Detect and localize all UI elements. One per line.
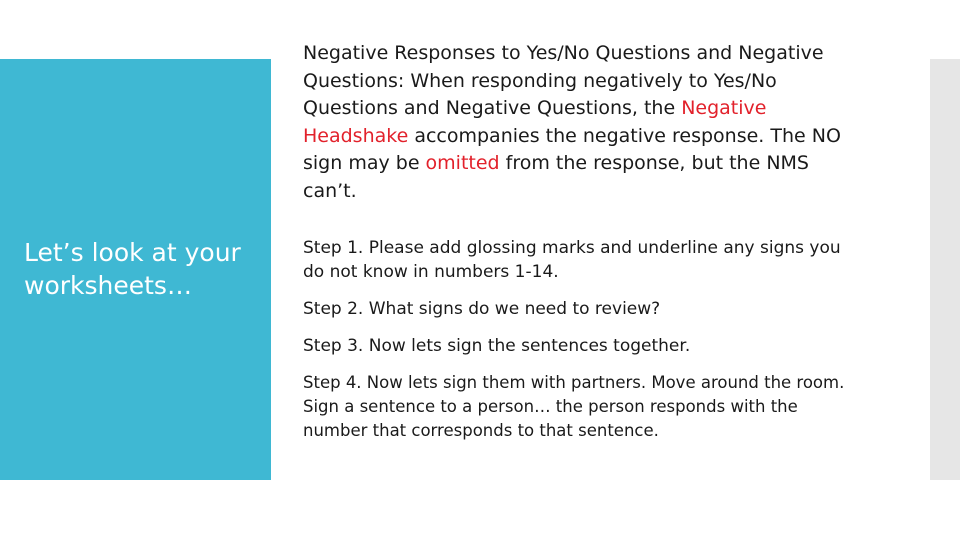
step-1: Step 1. Please add glossing marks and underline any signs you do not know in numbers 1-14. [303,238,841,282]
intro-text-3: from the response, but the NMS can’t. [303,152,809,202]
intro-text-2: accompanies the negative response. The NO sign may be [303,124,841,174]
slide-heading: Let’s look at your worksheets… [24,238,241,300]
step-3: Step 3. Now lets sign the sentences together. [303,336,691,356]
intro-highlight-omitted: omitted [425,152,500,174]
intro-text-1: Negative Responses to Yes/No Questions and Negative Questions: When responding negatively to Yes/No Questions and Negative Questions, the [303,42,824,119]
intro-paragraph [303,40,863,205]
slide-content [303,40,883,456]
step-2: Step 2. What signs do we need to review? [303,299,661,319]
side-bar [930,59,960,480]
intro-highlight-headshake: Negative Headshake [303,97,767,147]
step-4: Step 4. Now lets sign them with partners. Move around the room. Sign a sentence to a person… the person responds with the number that corresponds to that sentence. [303,373,845,440]
